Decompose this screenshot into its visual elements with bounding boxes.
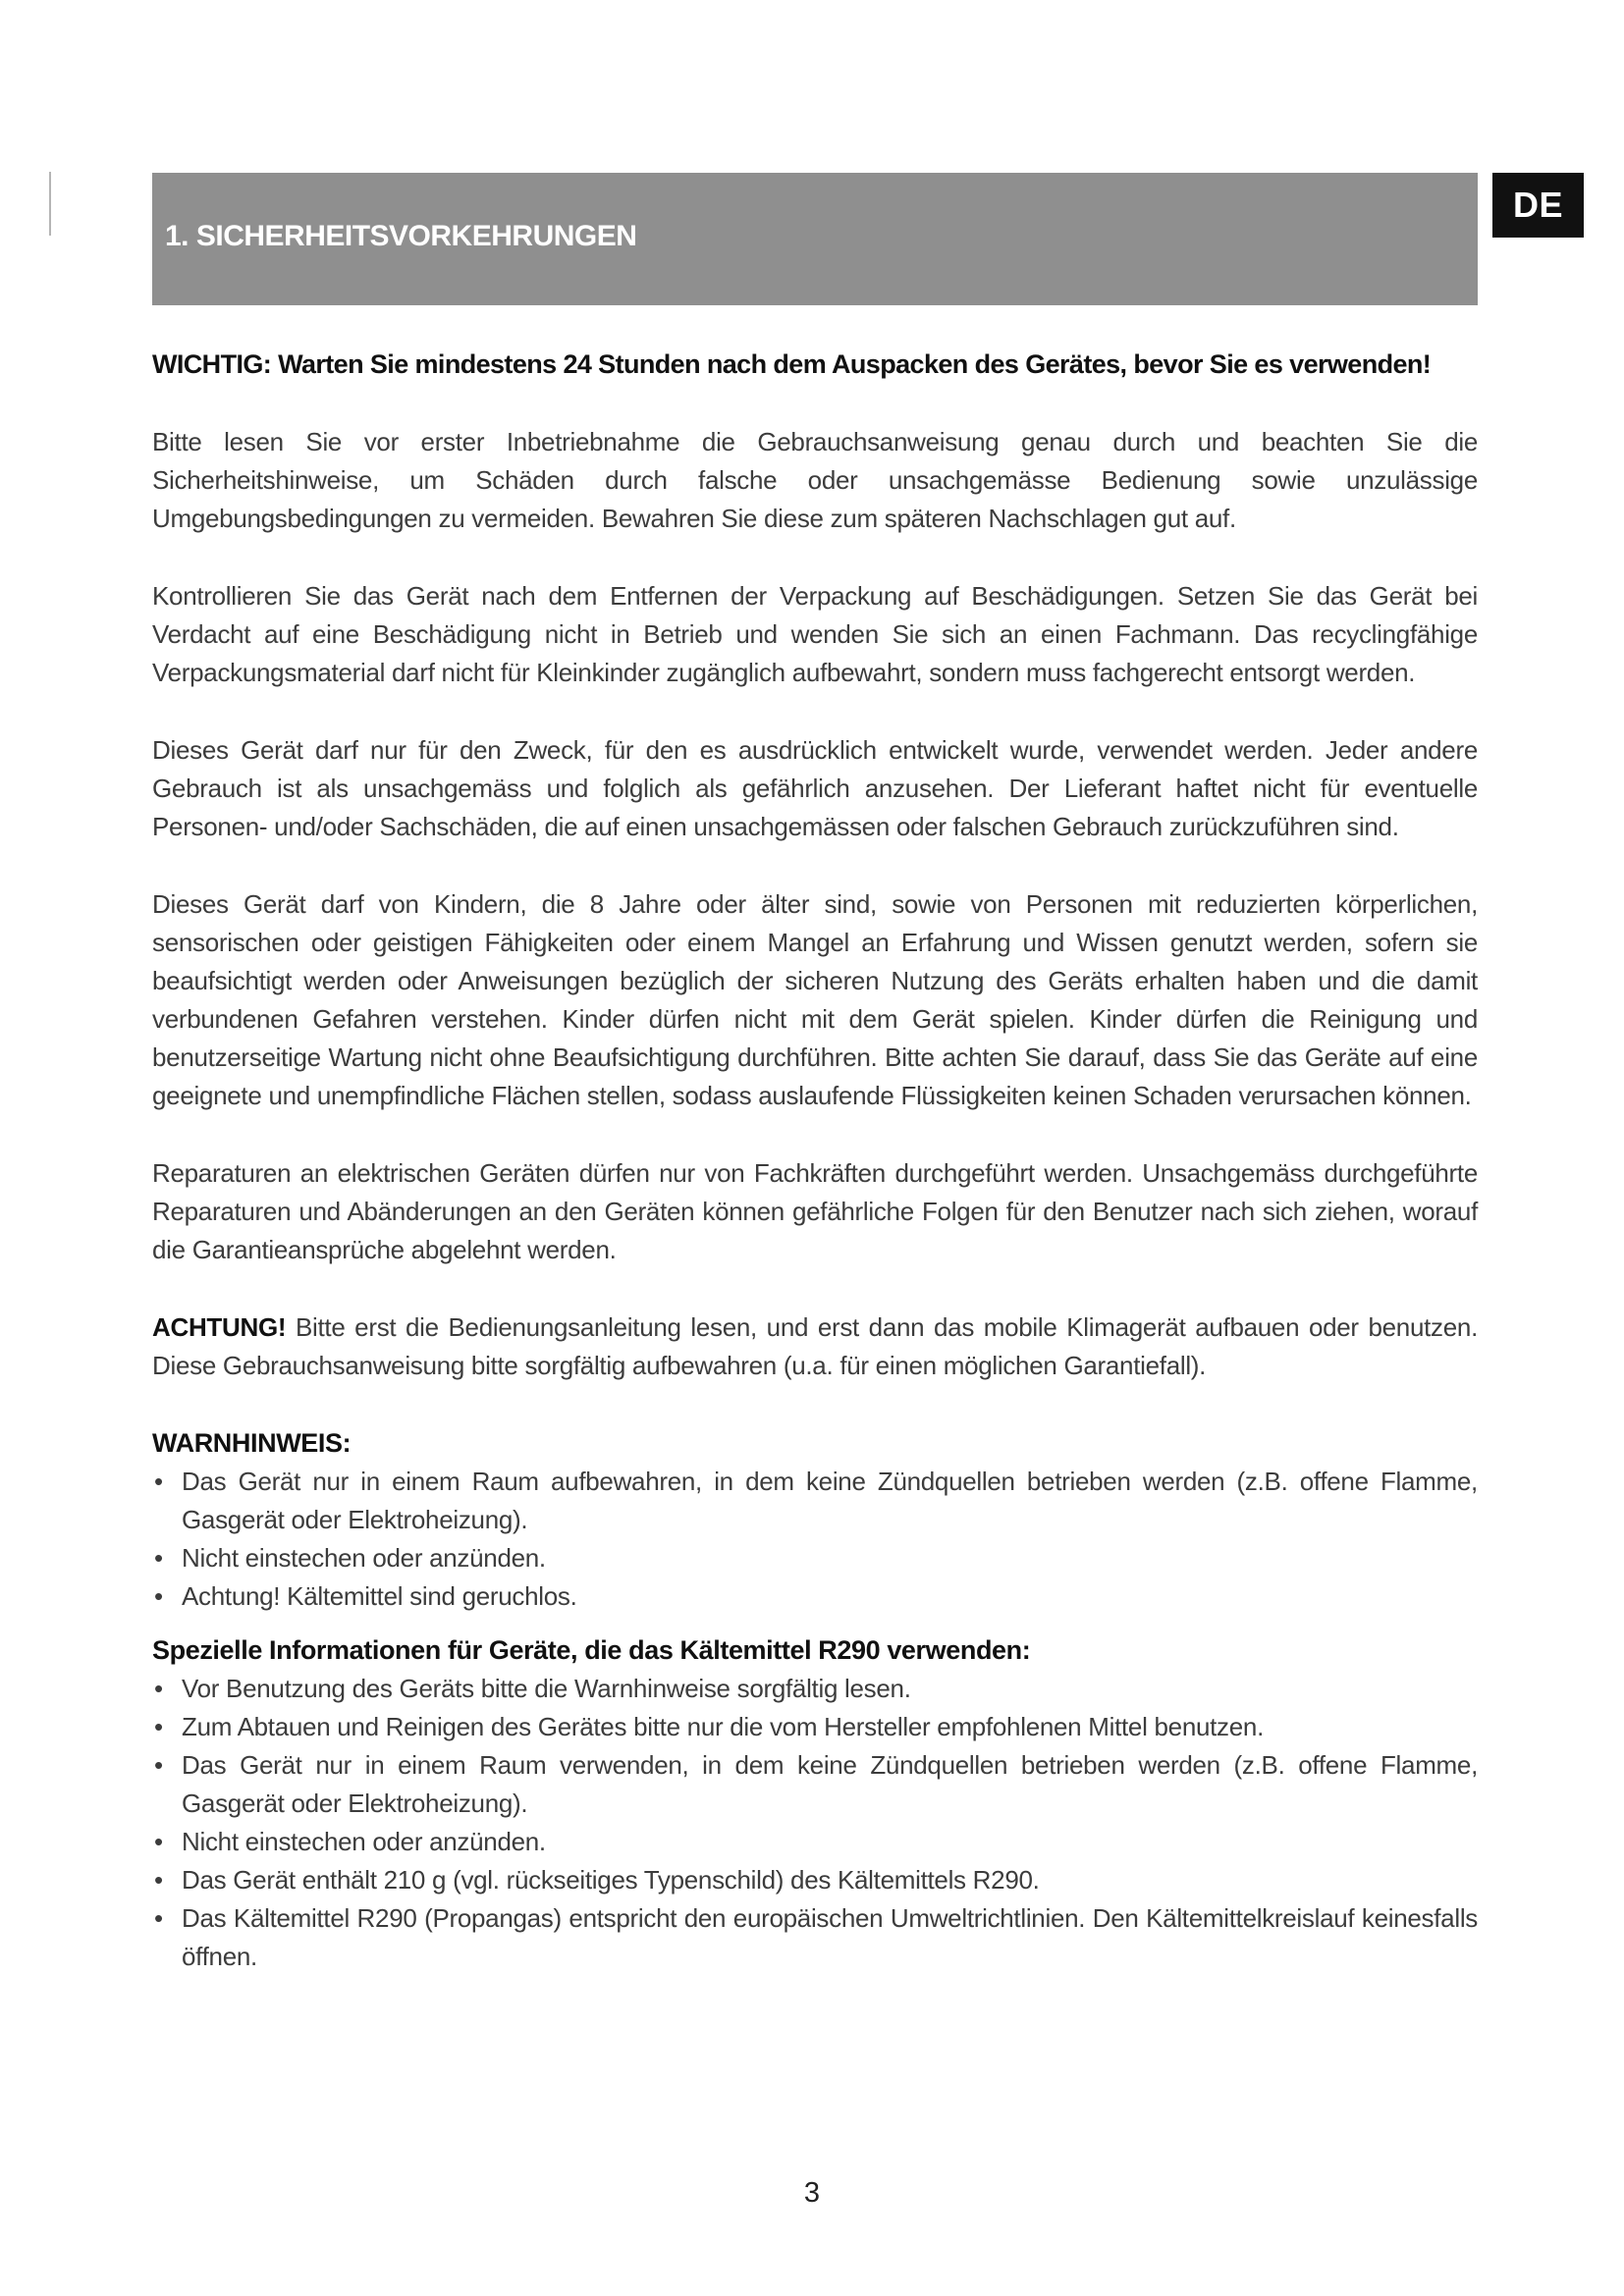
section-header xyxy=(152,173,1478,305)
document-body xyxy=(152,346,1478,1992)
important-notice: WICHTIG: Warten Sie mindestens 24 Stunden nach dem Auspacken des Gerätes, bevor Sie es verwenden! xyxy=(152,349,1432,379)
paragraph-usage-instructions: Bitte lesen Sie vor erster Inbetriebnahme die Gebrauchsanweisung genau durch und beachten Sie die Sicherheitshinweise, um Schäden durch falsche oder unsachgemässe Bedienung sowie unzulässige Umgebungsbedingungen zu vermeiden. Bewahren Sie diese zum späteren Nachschlagen gut auf. xyxy=(152,427,1478,533)
paragraph-repairs: Reparaturen an elektrischen Geräten dürfen nur von Fachkräften durchgeführt werden. Unsachgemäss durchgeführte Reparaturen und Abänderungen an den Geräten können gefährliche Folgen für den Benutzer nach sich ziehen, worauf die Garantieansprüche abgelehnt werden. xyxy=(152,1158,1478,1264)
language-tab: DE xyxy=(1492,173,1584,238)
page-number: 3 xyxy=(803,2177,821,2209)
caution-label: ACHTUNG! xyxy=(152,1312,287,1342)
r290-list xyxy=(152,1670,1478,1976)
list-item: • Das Kältemittel R290 (Propangas) entspricht den europäischen Umweltrichtlinien. Den Kältemittelkreislauf keinesfalls öffnen. xyxy=(152,1899,1478,1976)
caution-paragraph xyxy=(152,1308,1478,1385)
warning-heading: WARNHINWEIS: xyxy=(152,1428,352,1458)
list-item: • Nicht einstechen oder anzünden. xyxy=(152,1539,1478,1577)
paragraph-intended-use: Dieses Gerät darf nur für den Zweck, für den es ausdrücklich entwickelt wurde, verwendet werden. Jeder andere Gebrauch ist als unsachgemäss und folglich als gefährlich anzusehen. Der Lieferant haftet nicht für eventuelle Personen- und/oder Sachschäden, die auf einen unsachgemässen oder falschen Gebrauch zurückzuführen sind. xyxy=(152,735,1478,841)
warning-list xyxy=(152,1463,1478,1616)
r290-heading: Spezielle Informationen für Geräte, die das Kältemittel R290 verwenden: xyxy=(152,1635,1031,1665)
paragraph-packaging-check: Kontrollieren Sie das Gerät nach dem Entfernen der Verpackung auf Beschädigungen. Setzen Sie das Gerät bei Verdacht auf eine Beschädigung nicht in Betrieb und wenden Sie sich an einen Fachmann. Das recyclingfähige Verpackungsmaterial darf nicht für Kleinkinder zugänglich aufbewahrt, sondern muss fachgerecht entsorgt werden. xyxy=(152,581,1478,687)
list-item: • Vor Benutzung des Geräts bitte die Warnhinweise sorgfältig lesen. xyxy=(152,1670,1478,1708)
list-item: • Zum Abtauen und Reinigen des Gerätes bitte nur die vom Hersteller empfohlenen Mittel benutzen. xyxy=(152,1708,1478,1746)
list-item: • Das Gerät nur in einem Raum aufbewahren, in dem keine Zündquellen betrieben werden (z.B. offene Flamme, Gasgerät oder Elektroheizung). xyxy=(152,1463,1478,1539)
margin-rule xyxy=(49,172,51,236)
list-item: • Nicht einstechen oder anzünden. xyxy=(152,1823,1478,1861)
list-item: • Achtung! Kältemittel sind geruchlos. xyxy=(152,1577,1478,1616)
list-item: • Das Gerät nur in einem Raum verwenden, in dem keine Zündquellen betrieben werden (z.B. offene Flamme, Gasgerät oder Elektroheizung). xyxy=(152,1746,1478,1823)
section-title: 1. SICHERHEITSVORKEHRUNGEN xyxy=(165,220,637,252)
paragraph-children-safety: Dieses Gerät darf von Kindern, die 8 Jahre oder älter sind, sowie von Personen mit reduzierten körperlichen, sensorischen oder geistigen Fähigkeiten oder einem Mangel an Erfahrung und Wissen genutzt werden, sofern sie beaufsichtigt werden oder Anweisungen bezüglich der sicheren Nutzung des Geräts erhalten haben und die damit verbundenen Gefahren verstehen. Kinder dürfen nicht mit dem Gerät spielen. Kinder dürfen die Reinigung und benutzerseitige Wartung nicht ohne Beaufsichtigung durchführen. Bitte achten Sie darauf, dass Sie das Geräte auf eine geeignete und unempfindliche Flächen stellen, sodass auslaufende Flüssigkeiten keinen Schaden verursachen können. xyxy=(152,889,1478,1110)
list-item: • Das Gerät enthält 210 g (vgl. rückseitiges Typenschild) des Kältemittels R290. xyxy=(152,1861,1478,1899)
caution-text: Bitte erst die Bedienungsanleitung lesen, und erst dann das mobile Klimagerät aufbauen oder benutzen. Diese Gebrauchsanweisung bitte sorgfältig aufbewahren (u.a. für einen möglichen Garantiefall). xyxy=(152,1312,1478,1380)
